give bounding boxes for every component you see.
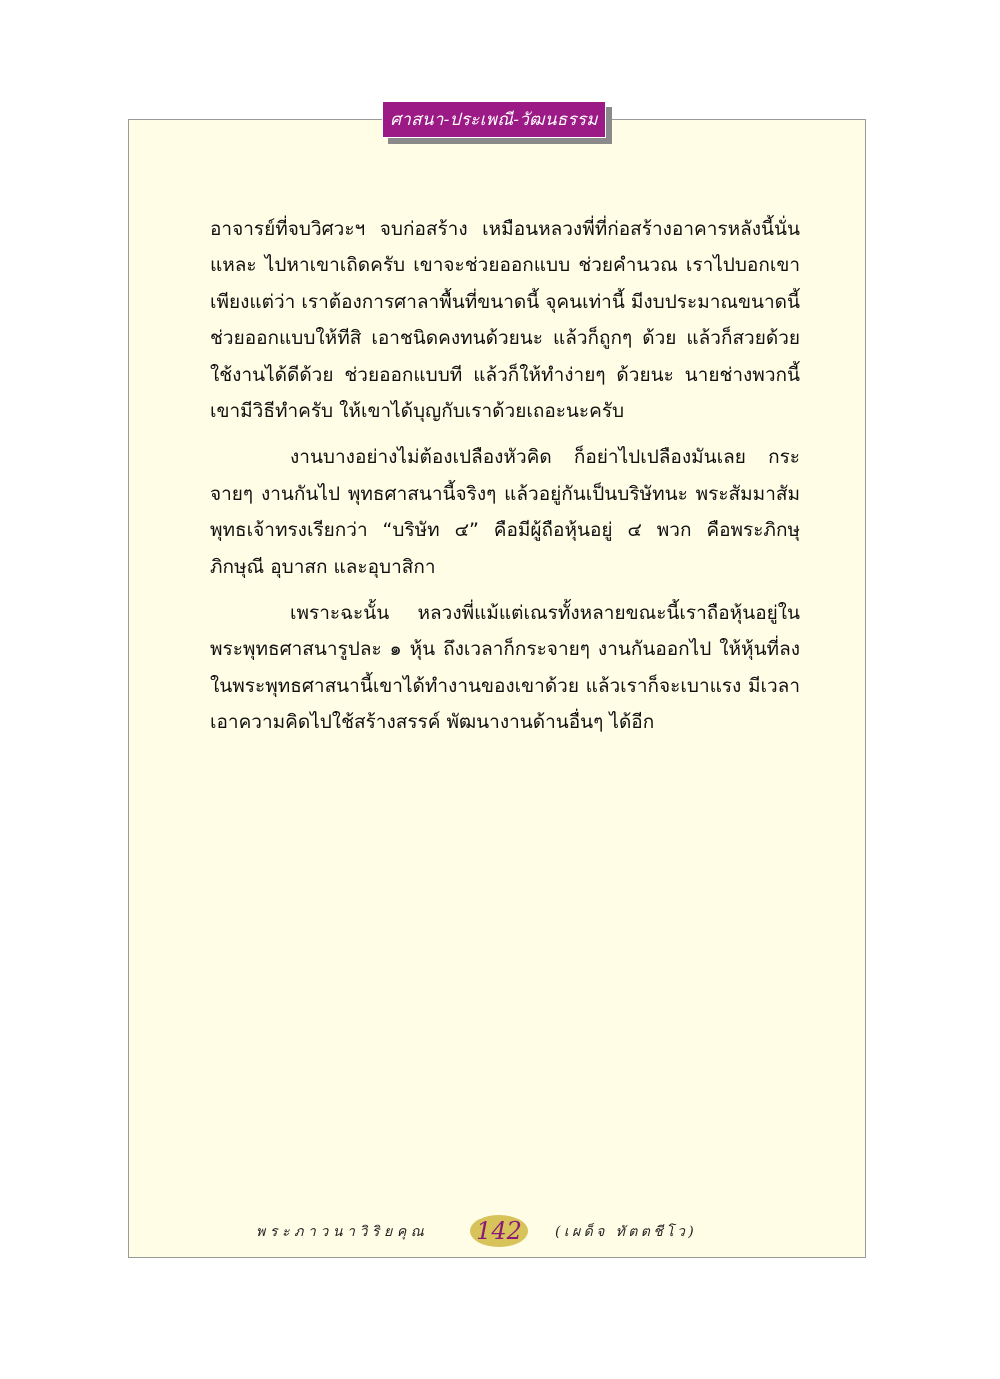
- section-title: ศาสนา-ประเพณี-วัฒนธรรม: [390, 110, 598, 130]
- footer-book-title: พระภาวนาวิริยคุณ: [256, 1224, 429, 1240]
- footer-author: (เผด็จ ทัตตชีโว): [555, 1224, 698, 1240]
- paragraph-2: งานบางอย่างไม่ต้องเปลืองหัวคิด ก็อย่าไปเปลืองมันเลย กระจายๆ งานกันไป พุทธศาสนานี้จริงๆ แล้วอยู่กันเป็นบริษัทนะ พระสัมมาสัมพุทธเจ้าทรงเรียกว่า “บริษัท ๔” คือมีผู้ถือหุ้นอยู่ ๔ พวก คือพระภิกษุ ภิกษุณี อุบาสก และอุบาสิกา: [210, 446, 800, 578]
- section-title-tab: [382, 101, 606, 138]
- paragraph-3: เพราะฉะนั้น หลวงพี่แม้แต่เณรทั้งหลายขณะนี้เราถือหุ้นอยู่ในพระพุทธศาสนารูปละ ๑ หุ้น ถึงเวลาก็กระจายๆ งานกันออกไป ให้หุ้นที่ลงในพระพุทธศาสนานี้เขาได้ทำงานของเขาด้วย แล้วเราก็จะเบาแรง มีเวลาเอาความคิดไปใช้สร้างสรรค์ พัฒนางานด้านอื่นๆ ได้อีก: [210, 602, 800, 734]
- page-number: 142: [476, 1217, 522, 1245]
- paragraph-1: อาจารย์ที่จบวิศวะฯ จบก่อสร้าง เหมือนหลวงพี่ที่ก่อสร้างอาคารหลังนี้นั่นแหละ ไปหาเขาเถิดครับ เขาจะช่วยออกแบบ ช่วยคำนวณ เราไปบอกเขาเพียงแต่ว่า เราต้องการศาลาพื้นที่ขนาดนี้ จุคนเท่านี้ มีงบประมาณขนาดนี้ ช่วยออกแบบให้ทีสิ เอาชนิดคงทนด้วยนะ แล้วก็ถูกๆ ด้วย แล้วก็สวยด้วย ใช้งานได้ดีด้วย ช่วยออกแบบที แล้วก็ให้ทำง่ายๆ ด้วยนะ นายช่างพวกนี้เขามีวิธีทำครับ ให้เขาได้บุญกับเราด้วยเถอะนะครับ: [210, 218, 800, 423]
- body-text: [210, 211, 800, 741]
- page-number-badge: [470, 1215, 528, 1247]
